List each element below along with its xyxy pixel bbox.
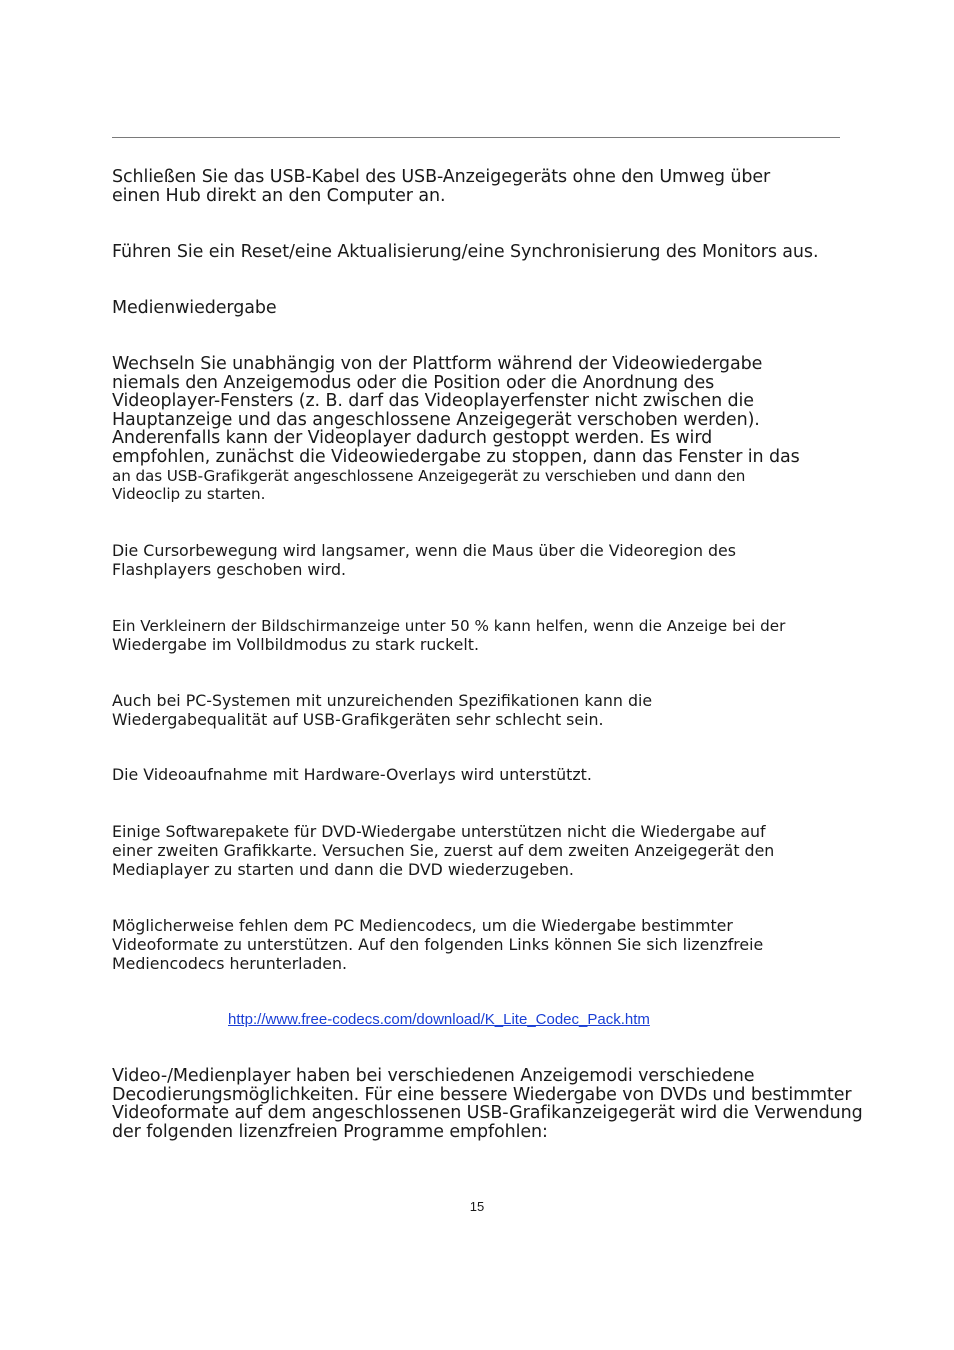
text-line: Die Videoaufnahme mit Hardware-Overlays wird unterstützt. bbox=[112, 765, 592, 784]
paragraph-media-players bbox=[112, 1066, 863, 1142]
codec-pack-link[interactable]: http://www.free-codecs.com/download/K_Lite_Codec_Pack.htm bbox=[228, 1011, 650, 1028]
section-heading-media bbox=[112, 299, 844, 318]
page-number: 15 bbox=[469, 1199, 485, 1214]
text-line: Videoclip zu starten. bbox=[112, 485, 266, 504]
text-line: Videoformate auf dem angeschlossenen USB-Grafikanzeigegerät wird die Verwendung bbox=[112, 1103, 863, 1124]
text-line: Anderenfalls kann der Videoplayer dadurch gestoppt werden. Es wird bbox=[112, 428, 713, 449]
paragraph-scaling bbox=[112, 617, 844, 655]
text-line: Die Cursorbewegung wird langsamer, wenn die Maus über die Videoregion des bbox=[112, 541, 736, 560]
paragraph-pc-specs bbox=[112, 692, 844, 730]
paragraph-dvd-software bbox=[112, 823, 844, 879]
text-line: Wiedergabequalität auf USB-Grafikgeräten sehr schlecht sein. bbox=[112, 709, 604, 729]
text-line: Mediencodecs herunterladen. bbox=[112, 953, 348, 973]
paragraph-usb-cable bbox=[112, 168, 844, 205]
text-line: Auch bei PC-Systemen mit unzureichenden Spezifikationen kann die bbox=[112, 691, 653, 710]
text-line: Decodierungsmöglichkeiten. Für eine bessere Wiedergabe von DVDs und bestimmter bbox=[112, 1084, 852, 1105]
paragraph-codecs bbox=[112, 917, 844, 973]
text-line: Videoformate zu unterstützen. Auf den folgenden Links können Sie sich lizenzfreie bbox=[112, 934, 764, 954]
header-rule bbox=[112, 137, 840, 138]
text-line: Flashplayers geschoben wird. bbox=[112, 559, 346, 579]
text-line: Führen Sie ein Reset/eine Aktualisierung/eine Synchronisierung des Monitors aus. bbox=[112, 242, 819, 262]
text-line: der folgenden lizenzfreien Programme empfohlen: bbox=[112, 1121, 548, 1142]
paragraph-overlays bbox=[112, 766, 844, 785]
text-line: empfohlen, zunächst die Videowiedergabe zu stoppen, dann das Fenster in das bbox=[112, 446, 800, 467]
text-line: Medienwiedergabe bbox=[112, 298, 277, 318]
text-line: Wechseln Sie unabhängig von der Plattform während der Videowiedergabe bbox=[112, 354, 763, 374]
text-line: einer zweiten Grafikkarte. Versuchen Sie, zuerst auf dem zweiten Anzeigegerät den bbox=[112, 840, 775, 860]
paragraph-cursor bbox=[112, 542, 844, 580]
text-line: Video-/Medienplayer haben bei verschiedenen Anzeigemodi verschiedene bbox=[112, 1066, 755, 1086]
text-line: Hauptanzeige und das angeschlossene Anzeigegerät verschoben werden). bbox=[112, 409, 760, 430]
text-line: an das USB-Grafikgerät angeschlossene Anzeigegerät zu verschieben und dann den bbox=[112, 466, 746, 485]
text-line: Wiedergabe im Vollbildmodus zu stark ruckelt. bbox=[112, 634, 480, 654]
text-line: Möglicherweise fehlen dem PC Mediencodecs, um die Wiedergabe bestimmter bbox=[112, 916, 733, 935]
text-line: Einige Softwarepakete für DVD-Wiedergabe unterstützen nicht die Wiedergabe auf bbox=[112, 822, 766, 841]
paragraph-display-mode bbox=[112, 355, 844, 504]
text-line: Videoplayer-Fensters (z. B. darf das Videoplayerfenster nicht zwischen die bbox=[112, 391, 754, 412]
text-line: einen Hub direkt an den Computer an. bbox=[112, 185, 446, 206]
text-line: Schließen Sie das USB-Kabel des USB-Anzeigegeräts ohne den Umweg über bbox=[112, 167, 771, 187]
text-line: Mediaplayer zu starten und dann die DVD wiederzugeben. bbox=[112, 859, 574, 879]
text-line: niemals den Anzeigemodus oder die Position oder die Anordnung des bbox=[112, 372, 715, 393]
paragraph-reset-monitor bbox=[112, 243, 844, 262]
text-line: Ein Verkleinern der Bildschirmanzeige unter 50 % kann helfen, wenn die Anzeige bei der bbox=[112, 617, 786, 635]
